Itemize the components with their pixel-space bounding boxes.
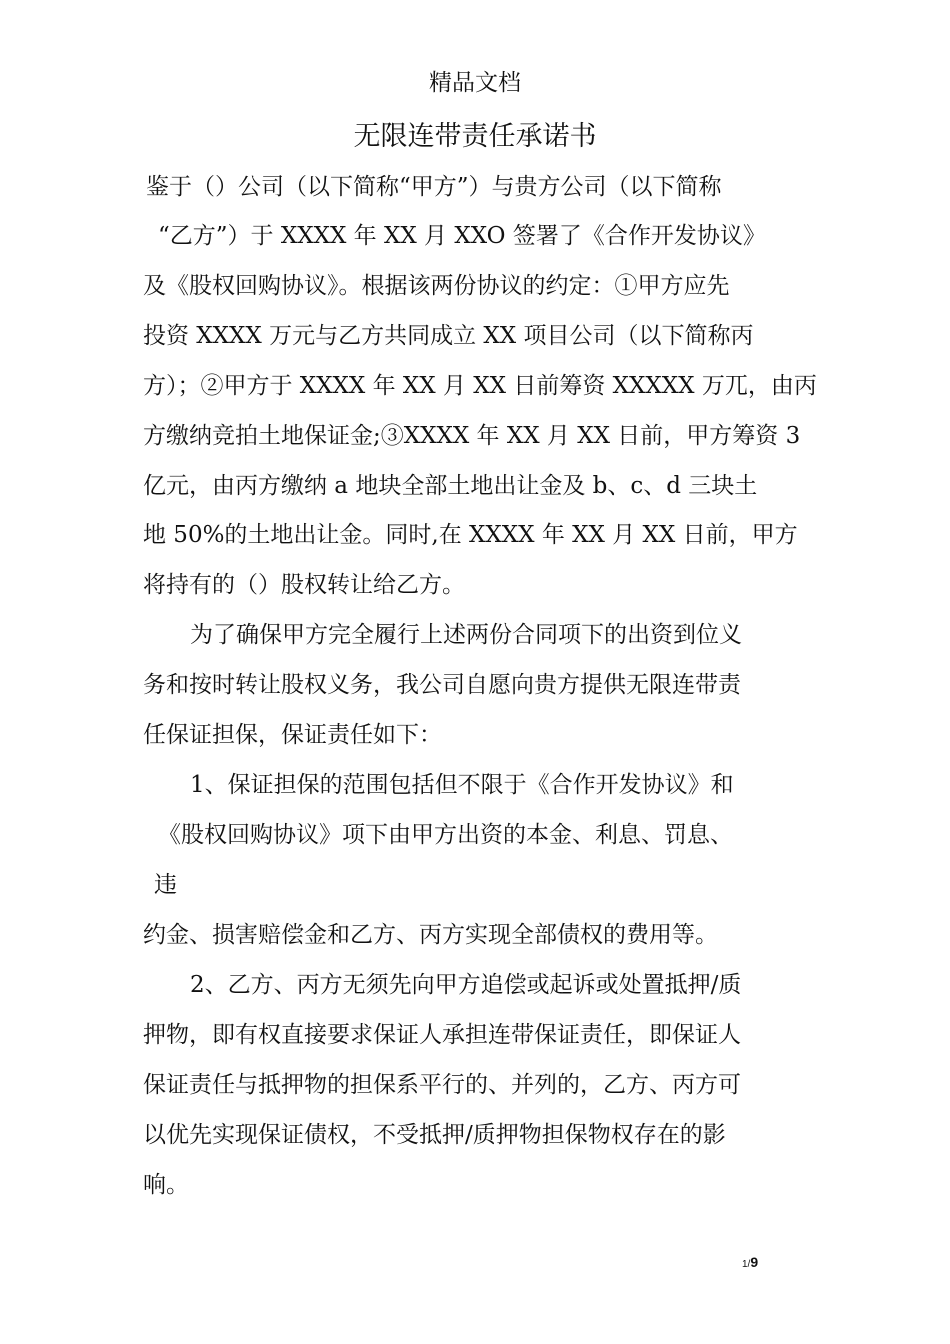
body-line: 1、保证担保的范围包括但不限于《合作开发协议》和 xyxy=(190,772,734,798)
page-header: 精品文档 xyxy=(429,70,521,96)
body-line: 方缴纳竞拍土地保证金;③XXXX 年 XX 月 XX 日前，甲方筹资 3 xyxy=(143,423,801,449)
page-number xyxy=(742,1254,758,1272)
body-line: 违 xyxy=(154,872,177,898)
body-line: 地 50%的土地出让金。同时,在 XXXX 年 XX 月 XX 日前，甲方 xyxy=(143,522,798,548)
body-line: 押物，即有权直接要求保证人承担连带保证责任，即保证人 xyxy=(143,1022,741,1048)
page-number-total: 9 xyxy=(750,1254,759,1270)
body-line: 及《股权回购协议》。根据该两份协议的约定：①甲方应先 xyxy=(143,273,730,299)
body-line: 以优先实现保证债权，不受抵押/质押物担保物权存在的影 xyxy=(143,1122,726,1148)
body-line: 务和按时转让股权义务，我公司自愿向贵方提供无限连带责 xyxy=(143,672,741,698)
body-line: 鉴于（）公司（以下简称“甲方”）与贵方公司（以下简称 xyxy=(146,174,722,200)
body-line: 方）；②甲方于 XXXX 年 XX 月 XX 日前筹资 XXXXX 万兀，由丙 xyxy=(143,373,817,399)
document-title: 无限连带责任承诺书 xyxy=(353,121,597,152)
body-line: 约金、损害赔偿金和乙方、丙方实现全部债权的费用等。 xyxy=(143,922,718,948)
body-line: 任保证担保，保证责任如下： xyxy=(143,722,442,748)
body-line: “乙方”）于 XXXX 年 XX 月 XXO 签署了《合作开发协议》 xyxy=(158,223,766,249)
body-line: 响。 xyxy=(143,1172,189,1198)
body-line: 2、乙方、丙方无须先向甲方追偿或起诉或处置抵押/质 xyxy=(190,972,742,998)
body-line: 保证责任与抵押物的担保系平行的、并列的，乙方、丙方可 xyxy=(143,1072,741,1098)
body-line: 亿元，由丙方缴纳 a 地块全部土地出让金及 b、c、d 三块土 xyxy=(143,473,758,499)
body-line: 投资 XXXX 万元与乙方共同成立 XX 项目公司（以下简称丙 xyxy=(143,323,754,349)
body-line: 为了确保甲方完全履行上述两份合同项下的出资到位义 xyxy=(190,622,742,648)
body-line: 《股权回购协议》项下由甲方出资的本金、利息、罚息、 xyxy=(158,822,733,848)
page-number-current: 1/ xyxy=(742,1259,751,1270)
body-line: 将持有的（）股权转让给乙方。 xyxy=(143,572,465,598)
